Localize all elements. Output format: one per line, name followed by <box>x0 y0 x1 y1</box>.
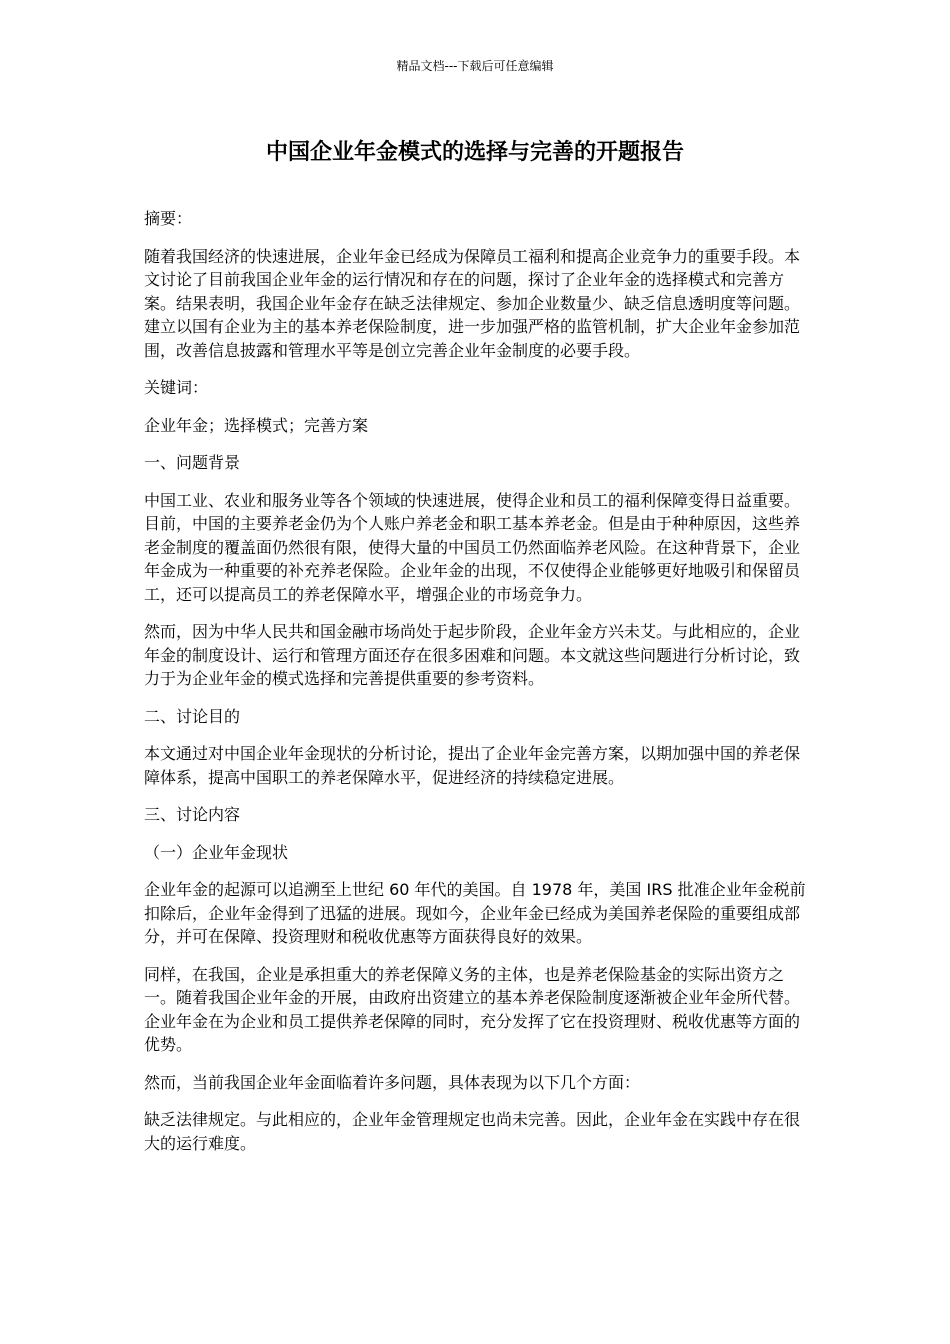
status-paragraph: 企业年金的起源可以追溯至上世纪 60 年代的美国。自 1978 年，美国 IRS 批准企业年金税前扣除后，企业年金得到了迅猛的进展。现如今，企业年金已经成为美国养老保险的重要组成部分，并可在保障、投资理财和税收优惠等方面获得良好的效果。 <box>144 880 806 946</box>
background-paragraph: 中国工业、农业和服务业等各个领域的快速进展，使得企业和员工的福利保障变得日益重要。目前，中国的主要养老金仍为个人账户养老金和职工基本养老金。但是由于种种原因，这些养老金制度的覆盖面仍然很有限，使得大量的中国员工仍然面临养老风险。在这种背景下，企业年金成为一种重要的补充养老保险。企业年金的出现，不仅使得企业能够更好地吸引和保留员工，还可以提高员工的养老保障水平，增强企业的市场竞争力。 <box>144 490 801 604</box>
keywords-list: 企业年金；选择模式；完善方案 <box>144 415 369 435</box>
status-paragraph: 缺乏法律规定。与此相应的，企业年金管理规定也尚未完善。因此，企业年金在实践中存在很大的运行难度。 <box>144 1110 801 1153</box>
keywords-heading: 关键词： <box>144 378 209 397</box>
abstract-heading: 摘要： <box>144 209 193 228</box>
section-heading-background: 一、问题背景 <box>144 453 241 472</box>
section-heading-purpose: 二、讨论目的 <box>144 706 241 726</box>
page-header-note: 精品文档---下载后可任意编辑 <box>396 59 554 73</box>
status-paragraph: 同样，在我国，企业是承担重大的养老保障义务的主体，也是养老保险基金的实际出资方之一。随着我国企业年金的开展，由政府出资建立的基本养老保险制度逐渐被企业年金所代替。企业年金在为企业和员工提供养老保障的同时，充分发挥了它在投资理财、税收优惠等方面的优势。 <box>144 964 801 1054</box>
purpose-paragraph: 本文通过对中国企业年金现状的分析讨论，提出了企业年金完善方案，以期加强中国的养老保障体系，提高中国职工的养老保障水平，促进经济的持续稳定进展。 <box>144 744 801 787</box>
document-title: 中国企业年金模式的选择与完善的开题报告 <box>265 140 684 165</box>
abstract-paragraph: 随着我国经济的快速进展，企业年金已经成为保障员工福利和提高企业竞争力的重要手段。本文讨论了目前我国企业年金的运行情况和存在的问题，探讨了企业年金的选择模式和完善方案。结果表明，我国企业年金存在缺乏法律规定、参加企业数量少、缺乏信息透明度等问题。建立以国有企业为主的基本养老保险制度，进一步加强严格的监管机制，扩大企业年金参加范围，改善信息披露和管理水平等是创立完善企业年金制度的必要手段。 <box>144 246 801 360</box>
status-paragraph: 然而，当前我国企业年金面临着许多问题，具体表现为以下几个方面： <box>144 1072 641 1092</box>
background-paragraph: 然而，因为中华人民共和国金融市场尚处于起步阶段，企业年金方兴未艾。与此相应的，企业年金的制度设计、运行和管理方面还存在很多困难和问题。本文就这些问题进行分析讨论，致力于为企业年金的模式选择和完善提供重要的参考资料。 <box>144 622 801 688</box>
subsection-heading-status: （一）企业年金现状 <box>144 842 289 862</box>
document-body <box>144 207 808 1169</box>
section-heading-content: 三、讨论内容 <box>144 805 241 824</box>
